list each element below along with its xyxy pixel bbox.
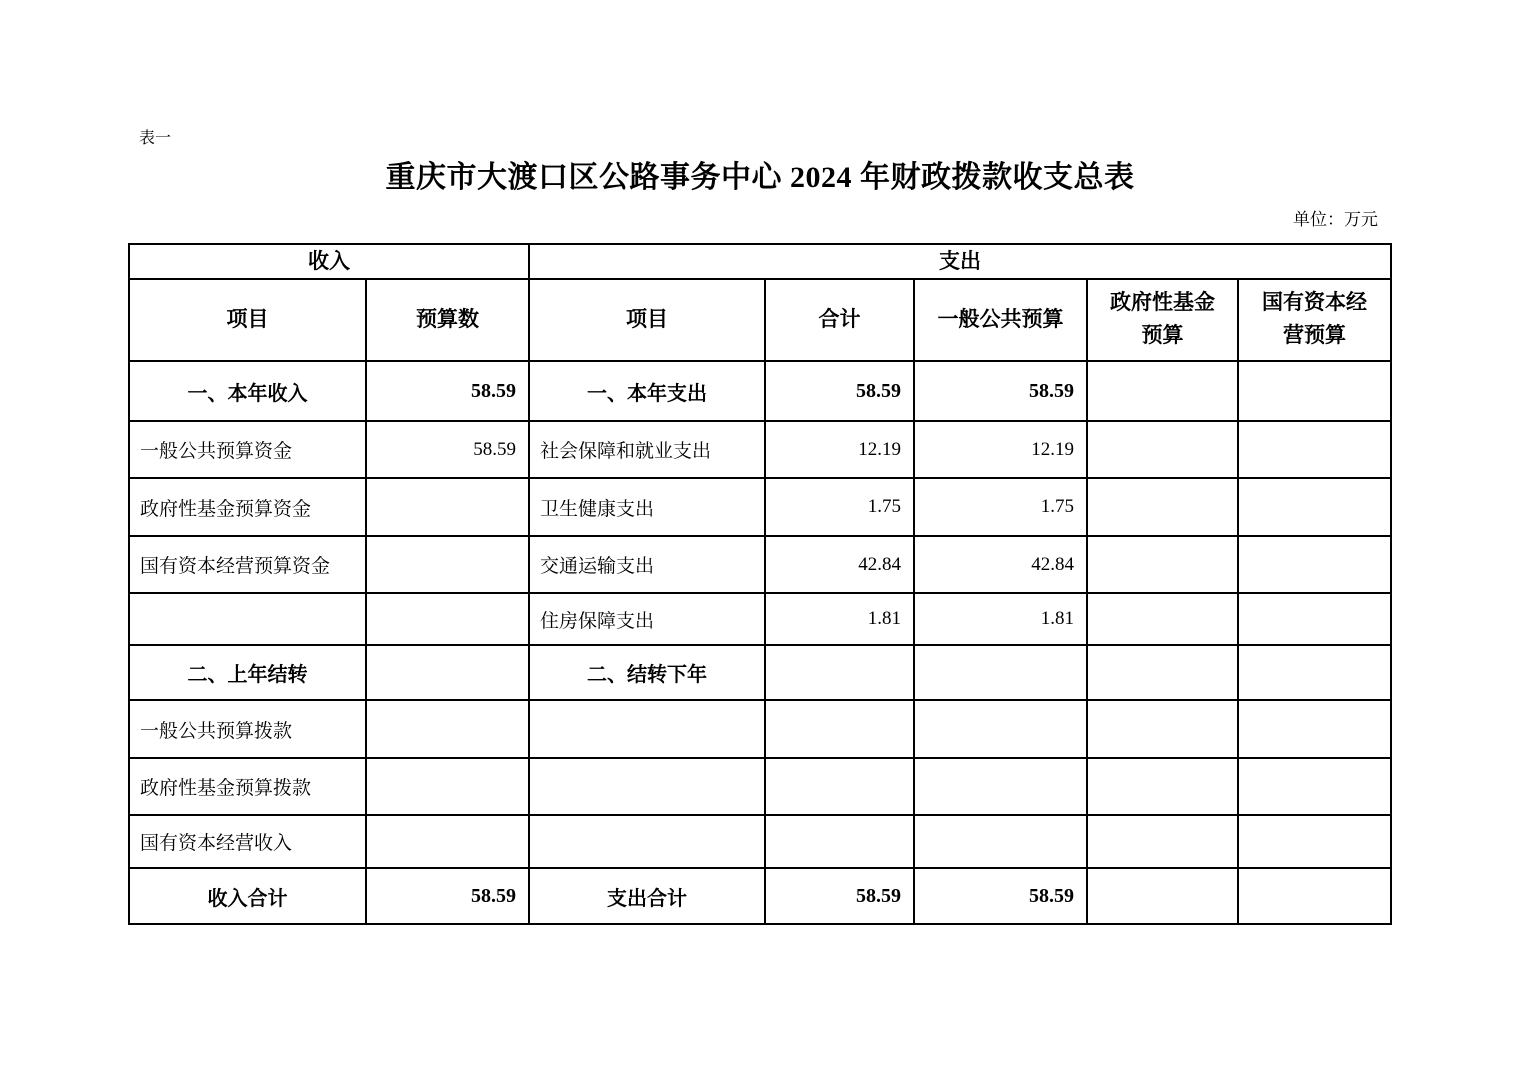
expense-total-cell: 1.81 bbox=[765, 593, 914, 645]
government-fund-budget-cell bbox=[1087, 593, 1238, 645]
income-budget-cell bbox=[366, 645, 529, 700]
government-fund-budget-cell bbox=[1087, 421, 1238, 478]
column-header-income-budget: 预算数 bbox=[366, 279, 529, 361]
table-row bbox=[129, 421, 1391, 478]
general-public-budget-cell: 1.75 bbox=[914, 478, 1087, 536]
government-fund-budget-cell bbox=[1087, 536, 1238, 593]
income-item-cell: 收入合计 bbox=[129, 868, 366, 924]
expense-total-cell bbox=[765, 815, 914, 868]
expense-item-cell: 社会保障和就业支出 bbox=[529, 421, 765, 478]
government-fund-budget-cell bbox=[1087, 700, 1238, 758]
general-public-budget-cell bbox=[914, 815, 1087, 868]
general-public-budget-cell: 58.59 bbox=[914, 868, 1087, 924]
general-public-budget-cell: 42.84 bbox=[914, 536, 1087, 593]
income-budget-cell bbox=[366, 815, 529, 868]
income-item-cell bbox=[129, 593, 366, 645]
column-header-expense-total: 合计 bbox=[765, 279, 914, 361]
page-title: 重庆市大渡口区公路事务中心 2024 年财政拨款收支总表 bbox=[385, 161, 1135, 194]
table-header bbox=[129, 244, 1391, 361]
table-row bbox=[129, 645, 1391, 700]
expense-item-cell: 一、本年支出 bbox=[529, 361, 765, 421]
column-header-income-item: 项目 bbox=[129, 279, 366, 361]
income-item-cell: 一般公共预算资金 bbox=[129, 421, 366, 478]
general-public-budget-cell bbox=[914, 758, 1087, 815]
expense-item-cell: 支出合计 bbox=[529, 868, 765, 924]
expense-total-cell: 58.59 bbox=[765, 868, 914, 924]
income-item-cell: 一般公共预算拨款 bbox=[129, 700, 366, 758]
table-group-header-row bbox=[129, 244, 1391, 279]
expense-total-cell bbox=[765, 645, 914, 700]
income-budget-cell: 58.59 bbox=[366, 868, 529, 924]
general-public-budget-cell bbox=[914, 700, 1087, 758]
income-budget-cell bbox=[366, 758, 529, 815]
income-budget-cell: 58.59 bbox=[366, 421, 529, 478]
government-fund-budget-cell bbox=[1087, 478, 1238, 536]
expense-item-cell: 交通运输支出 bbox=[529, 536, 765, 593]
expense-item-cell: 二、结转下年 bbox=[529, 645, 765, 700]
expense-total-cell: 42.84 bbox=[765, 536, 914, 593]
income-group-header: 收入 bbox=[129, 244, 529, 279]
state-capital-budget-cell bbox=[1238, 758, 1391, 815]
expense-item-cell bbox=[529, 758, 765, 815]
government-fund-budget-cell bbox=[1087, 758, 1238, 815]
table-row bbox=[129, 700, 1391, 758]
expense-total-cell: 12.19 bbox=[765, 421, 914, 478]
expense-total-cell bbox=[765, 758, 914, 815]
table-row bbox=[129, 815, 1391, 868]
general-public-budget-cell: 1.81 bbox=[914, 593, 1087, 645]
table-body bbox=[129, 361, 1391, 924]
table-row bbox=[129, 868, 1391, 924]
expense-item-cell bbox=[529, 700, 765, 758]
column-header-state-capital-budget: 国有资本经营预算 bbox=[1238, 279, 1391, 361]
general-public-budget-cell: 12.19 bbox=[914, 421, 1087, 478]
government-fund-budget-cell bbox=[1087, 645, 1238, 700]
general-public-budget-cell: 58.59 bbox=[914, 361, 1087, 421]
income-budget-cell bbox=[366, 700, 529, 758]
table-row bbox=[129, 758, 1391, 815]
table-row bbox=[129, 478, 1391, 536]
government-fund-budget-cell bbox=[1087, 361, 1238, 421]
column-header-expense-item: 项目 bbox=[529, 279, 765, 361]
state-capital-budget-cell bbox=[1238, 593, 1391, 645]
table-column-header-row bbox=[129, 279, 1391, 361]
state-capital-budget-cell bbox=[1238, 815, 1391, 868]
table-row bbox=[129, 593, 1391, 645]
table-number-label: 表一 bbox=[139, 130, 172, 147]
state-capital-budget-cell bbox=[1238, 478, 1391, 536]
unit-note: 单位：万元 bbox=[1293, 210, 1378, 229]
budget-table bbox=[128, 243, 1392, 925]
state-capital-budget-cell bbox=[1238, 868, 1391, 924]
income-item-cell: 国有资本经营预算资金 bbox=[129, 536, 366, 593]
income-budget-cell bbox=[366, 478, 529, 536]
table-row bbox=[129, 536, 1391, 593]
income-budget-cell: 58.59 bbox=[366, 361, 529, 421]
column-header-government-fund-budget: 政府性基金预算 bbox=[1087, 279, 1238, 361]
state-capital-budget-cell bbox=[1238, 645, 1391, 700]
expense-group-header: 支出 bbox=[529, 244, 1391, 279]
expense-item-cell bbox=[529, 815, 765, 868]
state-capital-budget-cell bbox=[1238, 361, 1391, 421]
expense-total-cell: 58.59 bbox=[765, 361, 914, 421]
state-capital-budget-cell bbox=[1238, 700, 1391, 758]
income-item-cell: 政府性基金预算拨款 bbox=[129, 758, 366, 815]
income-item-cell: 二、上年结转 bbox=[129, 645, 366, 700]
income-budget-cell bbox=[366, 593, 529, 645]
income-item-cell: 国有资本经营收入 bbox=[129, 815, 366, 868]
column-header-general-public-budget: 一般公共预算 bbox=[914, 279, 1087, 361]
expense-item-cell: 卫生健康支出 bbox=[529, 478, 765, 536]
income-budget-cell bbox=[366, 536, 529, 593]
general-public-budget-cell bbox=[914, 645, 1087, 700]
government-fund-budget-cell bbox=[1087, 868, 1238, 924]
expense-total-cell bbox=[765, 700, 914, 758]
state-capital-budget-cell bbox=[1238, 421, 1391, 478]
government-fund-budget-cell bbox=[1087, 815, 1238, 868]
income-item-cell: 政府性基金预算资金 bbox=[129, 478, 366, 536]
table-row bbox=[129, 361, 1391, 421]
state-capital-budget-cell bbox=[1238, 536, 1391, 593]
expense-total-cell: 1.75 bbox=[765, 478, 914, 536]
income-item-cell: 一、本年收入 bbox=[129, 361, 366, 421]
expense-item-cell: 住房保障支出 bbox=[529, 593, 765, 645]
